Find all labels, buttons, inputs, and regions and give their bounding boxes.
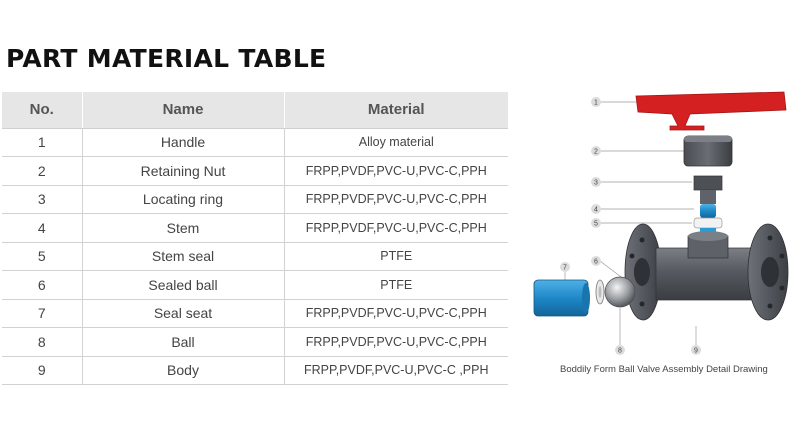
table-row	[2, 271, 508, 300]
cell-material: PTFE	[284, 242, 508, 271]
cell-material: FRPP,PVDF,PVC-U,PVC-C,PPH	[284, 299, 508, 328]
callout-6	[591, 256, 601, 266]
svg-text:6: 6	[594, 258, 598, 266]
cell-name: Stem	[82, 214, 284, 243]
cell-name: Body	[82, 356, 284, 385]
header-name: Name	[82, 92, 284, 128]
cell-no: 1	[2, 128, 82, 157]
stem-seal-part	[694, 218, 722, 228]
callout-9	[691, 345, 701, 355]
header-no: No.	[2, 92, 82, 128]
cell-no: 8	[2, 328, 82, 357]
table-row	[2, 157, 508, 186]
svg-text:8: 8	[618, 347, 622, 355]
valve-assembly-drawing	[520, 86, 796, 382]
svg-text:2: 2	[594, 148, 598, 156]
cell-material: Alloy material	[284, 128, 508, 157]
cell-no: 4	[2, 214, 82, 243]
cell-name: Seal seat	[82, 299, 284, 328]
cell-material: FRPP,PVDF,PVC-U,PVC-C,PPH	[284, 157, 508, 186]
callout-4	[591, 204, 601, 214]
cell-no: 3	[2, 185, 82, 214]
cell-name: Ball	[82, 328, 284, 357]
svg-text:1: 1	[594, 99, 598, 107]
svg-text:4: 4	[594, 206, 598, 214]
table-row	[2, 128, 508, 157]
cell-no: 9	[2, 356, 82, 385]
cell-name: Handle	[82, 128, 284, 157]
callout-2	[591, 146, 601, 156]
seal-seat-part	[534, 280, 588, 316]
ball-part	[605, 277, 635, 307]
svg-text:5: 5	[594, 220, 598, 228]
callout-1	[591, 97, 601, 107]
drawing-caption: Boddily Form Ball Valve Assembly Detail Drawing	[560, 364, 768, 375]
cell-material: FRPP,PVDF,PVC-U,PVC-C,PPH	[284, 185, 508, 214]
cell-name: Retaining Nut	[82, 157, 284, 186]
cell-no: 6	[2, 271, 82, 300]
cell-no: 7	[2, 299, 82, 328]
table-row	[2, 185, 508, 214]
cell-no: 5	[2, 242, 82, 271]
part-material-table	[2, 92, 508, 385]
table-row	[2, 242, 508, 271]
table-row	[2, 328, 508, 357]
cell-material: FRPP,PVDF,PVC-U,PVC-C,PPH	[284, 214, 508, 243]
locating-ring-part	[694, 176, 722, 190]
svg-text:7: 7	[563, 264, 567, 272]
stem-part	[700, 204, 716, 218]
cell-no: 2	[2, 157, 82, 186]
table-row	[2, 214, 508, 243]
cell-name: Stem seal	[82, 242, 284, 271]
cell-material: FRPP,PVDF,PVC-U,PVC-C ,PPH	[284, 356, 508, 385]
callout-7	[560, 262, 570, 272]
table-row	[2, 299, 508, 328]
callout-8	[615, 345, 625, 355]
svg-text:9: 9	[694, 347, 698, 355]
cell-name: Sealed ball	[82, 271, 284, 300]
table-header-row	[2, 92, 508, 128]
cell-name: Locating ring	[82, 185, 284, 214]
cell-material: FRPP,PVDF,PVC-U,PVC-C,PPH	[284, 328, 508, 357]
callout-3	[591, 177, 601, 187]
callout-5	[591, 218, 601, 228]
header-material: Material	[284, 92, 508, 128]
table-row	[2, 356, 508, 385]
svg-text:3: 3	[594, 179, 598, 187]
page-title: PART MATERIAL TABLE	[6, 44, 327, 73]
handle-part	[636, 92, 786, 130]
cell-material: PTFE	[284, 271, 508, 300]
